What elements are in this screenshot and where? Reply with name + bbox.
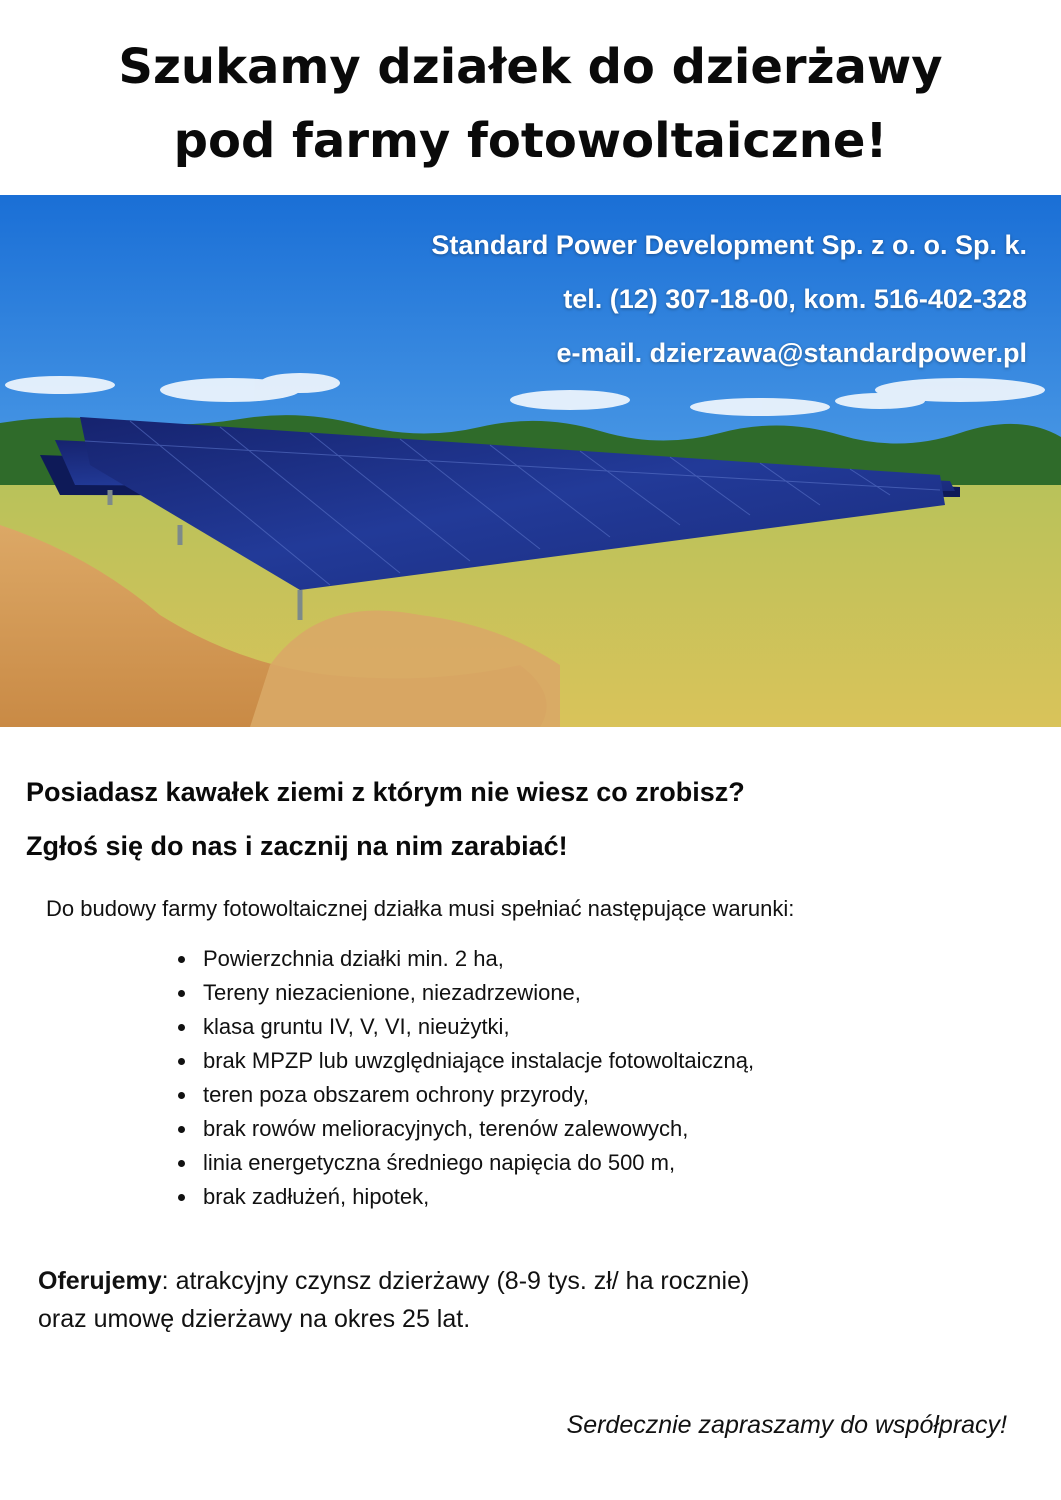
bullet-icon	[178, 956, 185, 963]
company-name: Standard Power Development Sp. z o. o. Sp. k.	[431, 230, 1027, 260]
list-item: brak zadłużeń, hipotek,	[176, 1180, 754, 1214]
list-item: brak rowów melioracyjnych, terenów zalewowych,	[176, 1112, 754, 1146]
bullet-icon	[178, 1092, 185, 1099]
conditions-intro: Do budowy farmy fotowoltaicznej działka musi spełniać następujące warunki:	[46, 896, 795, 921]
bullet-icon	[178, 1160, 185, 1167]
headline-line-1: Szukamy działek do dzierżawy	[118, 39, 943, 95]
bullet-icon	[178, 1024, 185, 1031]
lead-text	[26, 765, 745, 873]
offer-text-1: : atrakcyjny czynsz dzierżawy (8-9 tys. zł/ ha rocznie)	[161, 1267, 750, 1295]
headline	[0, 30, 1061, 178]
offer-line-1	[38, 1262, 749, 1300]
lead-question: Posiadasz kawałek ziemi z którym nie wiesz co zrobisz?	[26, 777, 745, 807]
bullet-icon	[178, 1194, 185, 1201]
list-item: Tereny niezacienione, niezadrzewione,	[176, 976, 754, 1010]
phone-numbers: tel. (12) 307-18-00, kom. 516-402-328	[563, 284, 1027, 314]
list-item: brak MPZP lub uwzględniające instalacje fotowoltaiczną,	[176, 1044, 754, 1078]
offer-label: Oferujemy	[38, 1267, 162, 1295]
offer-block	[38, 1262, 749, 1338]
bullet-icon	[178, 1058, 185, 1065]
email-address: e-mail. dzierzawa@standardpower.pl	[556, 338, 1027, 368]
list-item: Powierzchnia działki min. 2 ha,	[176, 942, 754, 976]
lead-call-to-action: Zgłoś się do nas i zacznij na nim zarabiać!	[26, 831, 568, 861]
list-item: linia energetyczna średniego napięcia do 500 m,	[176, 1146, 754, 1180]
bullet-icon	[178, 990, 185, 997]
bullet-icon	[178, 1126, 185, 1133]
conditions-list	[176, 942, 754, 1214]
closing-line: Serdecznie zapraszamy do współpracy!	[566, 1411, 1007, 1439]
headline-line-2: pod farmy fotowoltaiczne!	[173, 113, 888, 169]
list-item: klasa gruntu IV, V, VI, nieużytki,	[176, 1010, 754, 1044]
offer-line-2: oraz umowę dzierżawy na okres 25 lat.	[38, 1305, 471, 1333]
contact-block	[431, 218, 1027, 380]
list-item: teren poza obszarem ochrony przyrody,	[176, 1078, 754, 1112]
